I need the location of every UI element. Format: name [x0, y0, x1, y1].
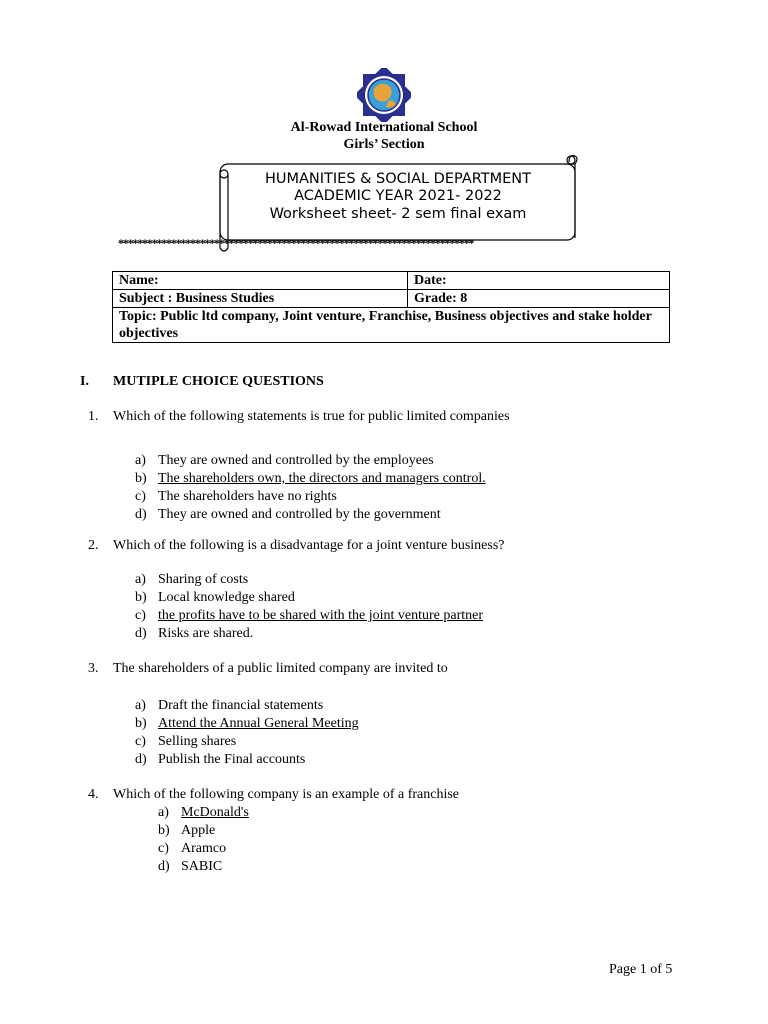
option-item-answer: [158, 804, 249, 822]
option-letter: d): [135, 507, 147, 522]
option-item: [135, 625, 483, 643]
page-number: Page 1 of 5: [609, 962, 673, 977]
option-text: Selling shares: [158, 734, 237, 749]
question-number: 2.: [88, 538, 99, 553]
school-logo: [357, 68, 411, 122]
question-1-options: [135, 452, 486, 524]
option-text: Sharing of costs: [158, 572, 249, 587]
option-item: [158, 822, 249, 840]
question-text: Which of the following company is an example of a franchise: [113, 787, 459, 802]
option-text: They are owned and controlled by the government: [158, 507, 441, 522]
option-text: the profits have to be shared with the joint venture partner: [158, 608, 484, 623]
option-letter: d): [158, 859, 170, 874]
option-text: They are owned and controlled by the employees: [158, 453, 434, 468]
table-row: [113, 272, 670, 290]
school-name: Al-Rowad International School: [290, 120, 478, 135]
option-item: [135, 488, 486, 506]
option-item: [135, 733, 359, 751]
question-number: 1.: [88, 409, 99, 424]
option-letter: a): [135, 453, 146, 468]
option-letter: b): [158, 823, 170, 838]
question-3: [88, 661, 448, 677]
option-letter: d): [135, 752, 147, 767]
option-item: [135, 452, 486, 470]
option-text: Risks are shared.: [158, 626, 254, 641]
grade-field: Grade: 8: [408, 290, 670, 308]
question-2-options: [135, 571, 483, 643]
option-item: [135, 571, 483, 589]
worksheet-title: Worksheet sheet- 2 sem final exam: [269, 206, 527, 222]
subject-field: Subject : Business Studies: [113, 290, 408, 308]
option-letter: c): [135, 734, 146, 749]
topic-field: Topic: Public ltd company, Joint venture, Franchise, Business objectives and stake holder objectives: [113, 308, 670, 343]
option-letter: c): [135, 608, 146, 623]
question-2: [88, 538, 505, 554]
question-text: The shareholders of a public limited company are invited to: [113, 661, 448, 676]
option-item-answer: [135, 470, 486, 488]
option-item: [158, 858, 249, 876]
question-1: [88, 409, 510, 425]
option-letter: a): [135, 572, 146, 587]
option-letter: b): [135, 716, 147, 731]
department-title: HUMANITIES & SOCIAL DEPARTMENT: [264, 171, 532, 187]
separator-stars: **************************************************************************: [118, 236, 474, 250]
option-text: Apple: [181, 823, 216, 838]
section-number: I.: [80, 374, 89, 389]
option-text: McDonald's: [181, 805, 249, 820]
option-item: [135, 751, 359, 769]
option-text: Draft the financial statements: [158, 698, 324, 713]
option-text: Attend the Annual General Meeting: [158, 716, 359, 731]
option-text: Local knowledge shared: [158, 590, 295, 605]
section-heading: [80, 374, 324, 390]
option-letter: a): [135, 698, 146, 713]
question-text: Which of the following statements is true for public limited companies: [113, 409, 510, 424]
option-item: [135, 506, 486, 524]
name-field: Name:: [113, 272, 408, 290]
option-text: SABIC: [181, 859, 223, 874]
table-row: [113, 308, 670, 343]
option-letter: b): [135, 590, 147, 605]
question-4-options: [158, 804, 249, 876]
question-3-options: [135, 697, 359, 769]
table-row: [113, 290, 670, 308]
question-number: 4.: [88, 787, 99, 802]
school-section: Girls’ Section: [343, 137, 425, 152]
option-item: [135, 589, 483, 607]
student-info-table: [112, 271, 670, 343]
option-letter: c): [158, 841, 169, 856]
option-text: Aramco: [181, 841, 227, 856]
option-item-answer: [135, 607, 483, 625]
option-text: The shareholders own, the directors and managers control.: [158, 471, 486, 486]
option-letter: d): [135, 626, 147, 641]
option-item: [135, 697, 359, 715]
section-title: MUTIPLE CHOICE QUESTIONS: [113, 374, 324, 389]
option-letter: a): [158, 805, 169, 820]
question-text: Which of the following is a disadvantage for a joint venture business?: [113, 538, 505, 553]
option-letter: c): [135, 489, 146, 504]
option-text: Publish the Final accounts: [158, 752, 306, 767]
date-field: Date:: [408, 272, 670, 290]
academic-year: ACADEMIC YEAR 2021- 2022: [294, 188, 502, 204]
option-letter: b): [135, 471, 147, 486]
option-item: [158, 840, 249, 858]
question-4: [88, 787, 459, 803]
option-text: The shareholders have no rights: [158, 489, 337, 504]
option-item-answer: [135, 715, 359, 733]
question-number: 3.: [88, 661, 99, 676]
